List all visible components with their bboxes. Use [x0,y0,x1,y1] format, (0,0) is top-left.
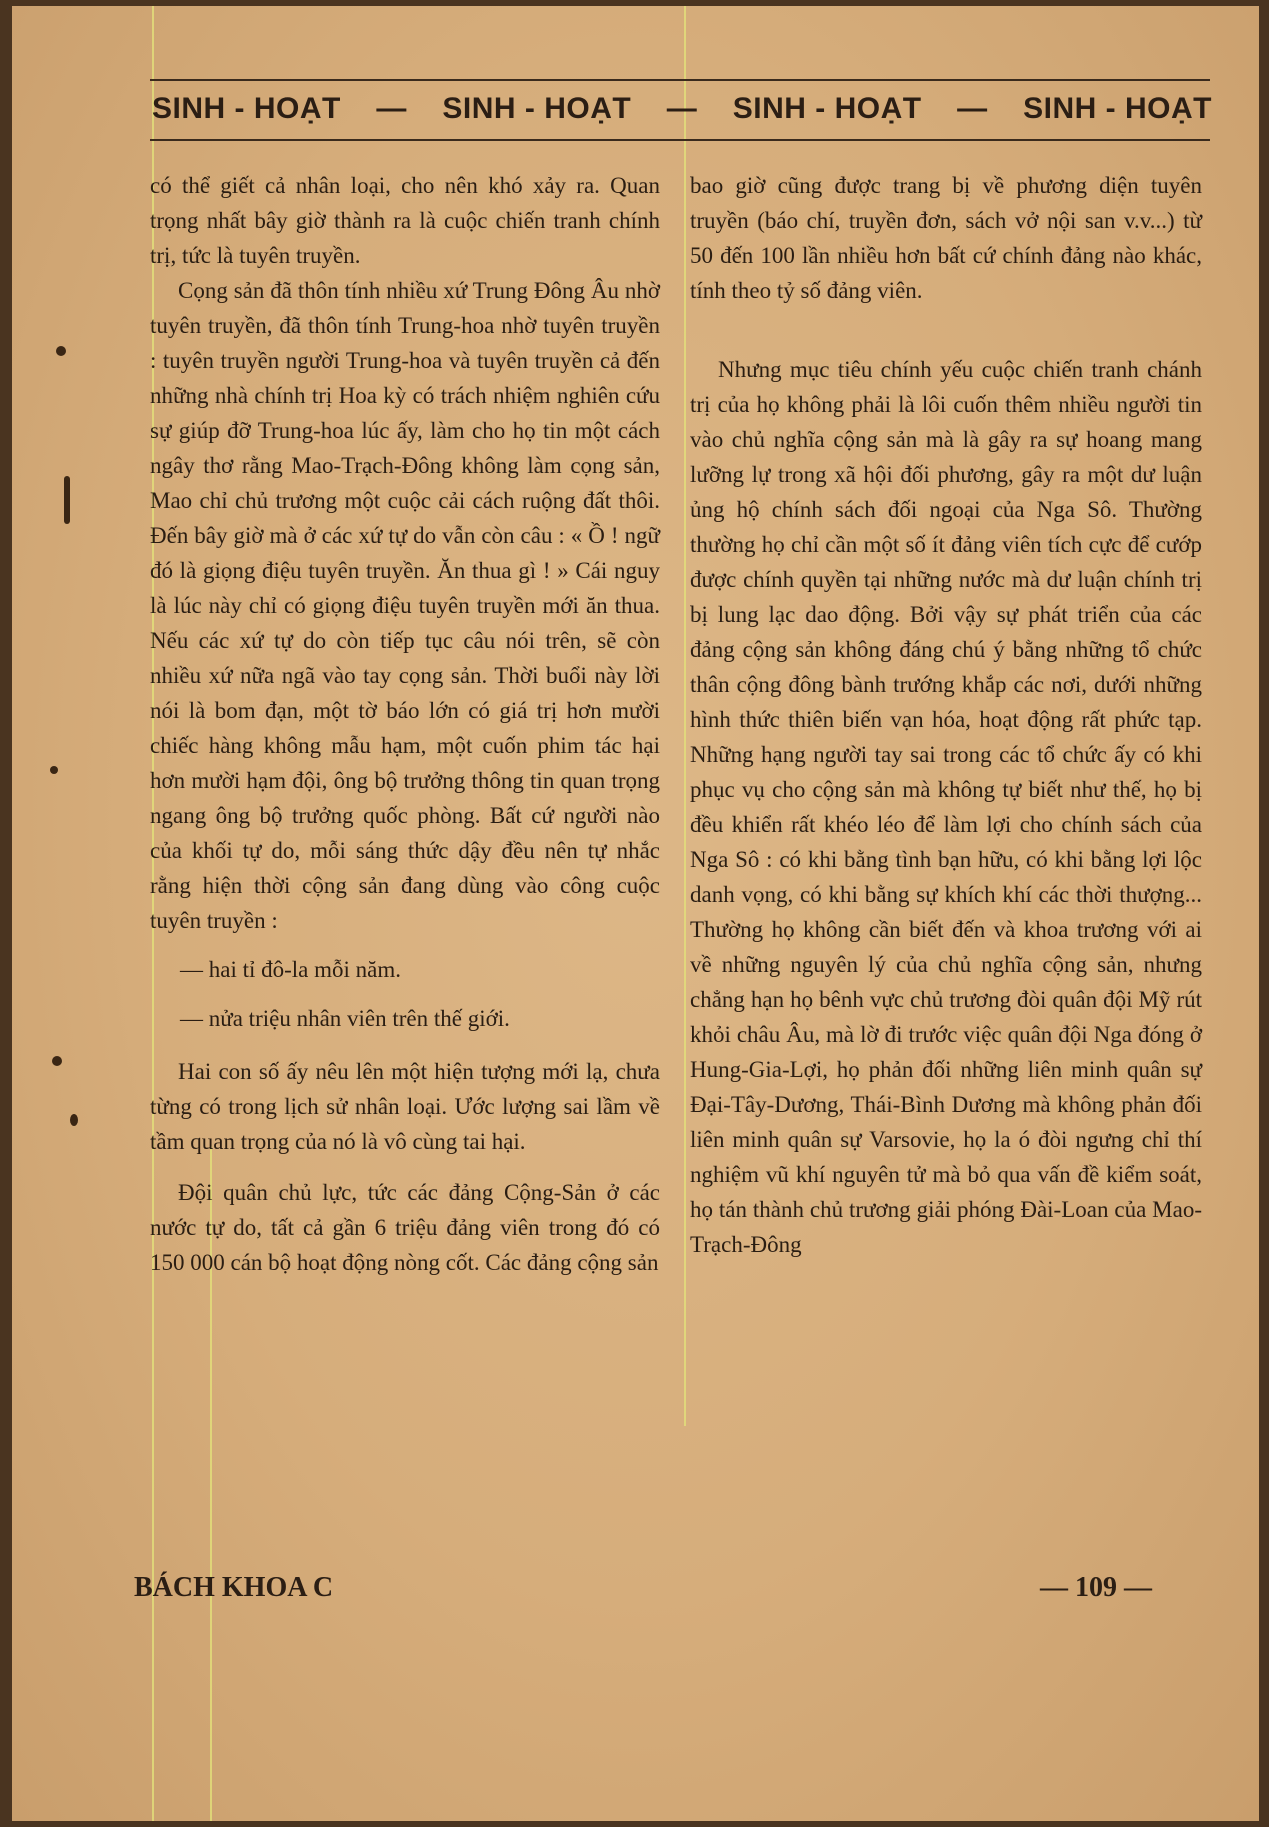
scanned-page [12,6,1259,1821]
running-head-separator: — [957,92,988,125]
paragraph: có thể giết cả nhân loại, cho nên khó xảy ra. Quan trọng nhất bây giờ thành ra là cuộc chiến tranh chính trị, tức là tuyên truyền. [150,173,660,268]
paper-speck [70,1114,78,1126]
paper-speck [50,766,58,774]
paper-speck [56,346,66,356]
paragraph: Cọng sản đã thôn tính nhiều xứ Trung Đông Âu nhờ tuyên truyền, đã thôn tính Trung-hoa nhờ tuyên truyền : tuyên truyền người Trung-hoa và tuyên truyền cả đến những nhà chính trị Hoa kỳ có trách nhiệm nghiên cứu sự giúp đỡ Trung-hoa lúc ấy, làm cho họ tin một cách ngây thơ rằng Mao-Trạch-Đông không làm cọng sản, Mao chỉ chủ trương một cuộc cải cách ruộng đất thôi. Đến bây giờ mà ở các xứ tự do vẫn còn câu : « Ồ ! ngữ đó là giọng điệu tuyên truyền. Ăn thua gì ! » Cái nguy là lúc này chỉ có giọng điệu tuyên truyền mới ăn thua. Nếu các xứ tự do còn tiếp tục câu nói trên, sẽ còn nhiều xứ nữa ngã vào tay cọng sản. Thời buổi này lời nói là bom đạn, một tờ báo lớn có giá trị hơn mười chiếc hàng không mẫu hạm, một cuốn phim tác hại hơn mười hạm đội, ông bộ trưởng thông tin quan trọng ngang ông bộ trưởng quốc phòng. Bất cứ người nào của khối tự do, mỗi sáng thức dậy đều nên tự nhắc rằng hiện thời cộng sản đang dùng vào công cuộc tuyên truyền : [150,278,660,933]
running-head-item: SINH - HOẠT [732,92,922,125]
paragraph: Đội quân chủ lực, tức các đảng Cộng-Sản ở các nước tự do, tất cả gần 6 triệu đảng viên trong đó có 150 000 cán bộ hoạt động nòng cốt. Các đảng cộng sản [150,1180,660,1275]
list-item: — nửa triệu nhân viên trên thế giới. [180,1006,510,1031]
running-head-separator: — [376,92,407,125]
footer-magazine-title: BÁCH KHOA C [134,1572,334,1603]
paragraph: Nhưng mục tiêu chính yếu cuộc chiến tranh chánh trị của họ không phải là lôi cuốn thêm nhiều người tin vào chủ nghĩa cộng sản mà là gây ra sự hoang mang lưỡng lự trong xã hội đối phương, gây ra một dư luận ủng hộ chính sách đối ngoại của Nga Sô. Thường thường họ chỉ cần một số ít đảng viên tích cực để cướp được chính quyền tại những nước mà dư luận chính trị bị lung lạc dao động. Bởi vậy sự phát triển của các đảng cộng sản không đáng chú ý bằng những tổ chức thân cộng đông bành trướng khắp các nơi, dưới những hình thức thiên biến vạn hóa, hoạt động rất phức tạp. Những hạng người tay sai trong các tổ chức ấy có khi phục vụ cho cộng sản mà không tự biết như thế, họ bị đều khiển rất khéo léo để làm lợi cho chính sách của Nga Sô : có khi bằng tình bạn hữu, có khi bằng lợi lộc danh vọng, có khi bằng sự khích khí các thời thượng... Thường họ không cần biết đến và khoa trương với ai về những nguyên lý của chủ nghĩa cộng sản, nhưng chẳng hạn họ bênh vực chủ trương đòi quân đội Mỹ rút khỏi châu Âu, mà lờ đi trước việc quân đội Nga đóng ở Hung-Gia-Lợi, họ phản đối những liên minh quân sự Đại-Tây-Dương, Thái-Bình Dương mà không phản đối liên minh quân sự Varsovie, họ la ó đòi ngưng chỉ thí nghiệm vũ khí nguyên tử mà bỏ qua vấn đề kiểm soát, họ tán thành chủ trương giải phóng Đài-Loan của Mao-Trạch-Đông [690,357,1202,1257]
running-head-item: SINH - HOẠT [1023,92,1212,125]
running-head-item: SINH - HOẠT [152,92,341,125]
header-rule-bottom [150,139,1210,141]
paragraph: Hai con số ấy nêu lên một hiện tượng mới lạ, chưa từng có trong lịch sử nhân loại. Ước lượng sai lầm về tầm quan trọng của nó là vô cùng tai hại. [150,1059,660,1154]
pencil-margin-line [684,6,686,1426]
list-item: — hai tỉ đô-la mỗi năm. [180,957,402,982]
running-head-separator: — [666,92,698,125]
paper-speck [52,1056,62,1066]
paper-speck [64,476,70,524]
running-head-item: SINH - HOẠT [442,92,632,125]
paragraph: bao giờ cũng được trang bị về phương diện tuyên truyền (báo chí, truyền đơn, sách vở nội san v.v...) từ 50 đến 100 lần nhiều hơn bất cứ chính đảng nào khác, tính theo tỷ số đảng viên. [690,173,1202,303]
page-number: — 109 — [1040,1572,1152,1603]
left-column [150,168,660,1280]
header-rule-top [150,79,1210,81]
right-column [690,168,1202,1262]
running-head [152,88,1212,130]
